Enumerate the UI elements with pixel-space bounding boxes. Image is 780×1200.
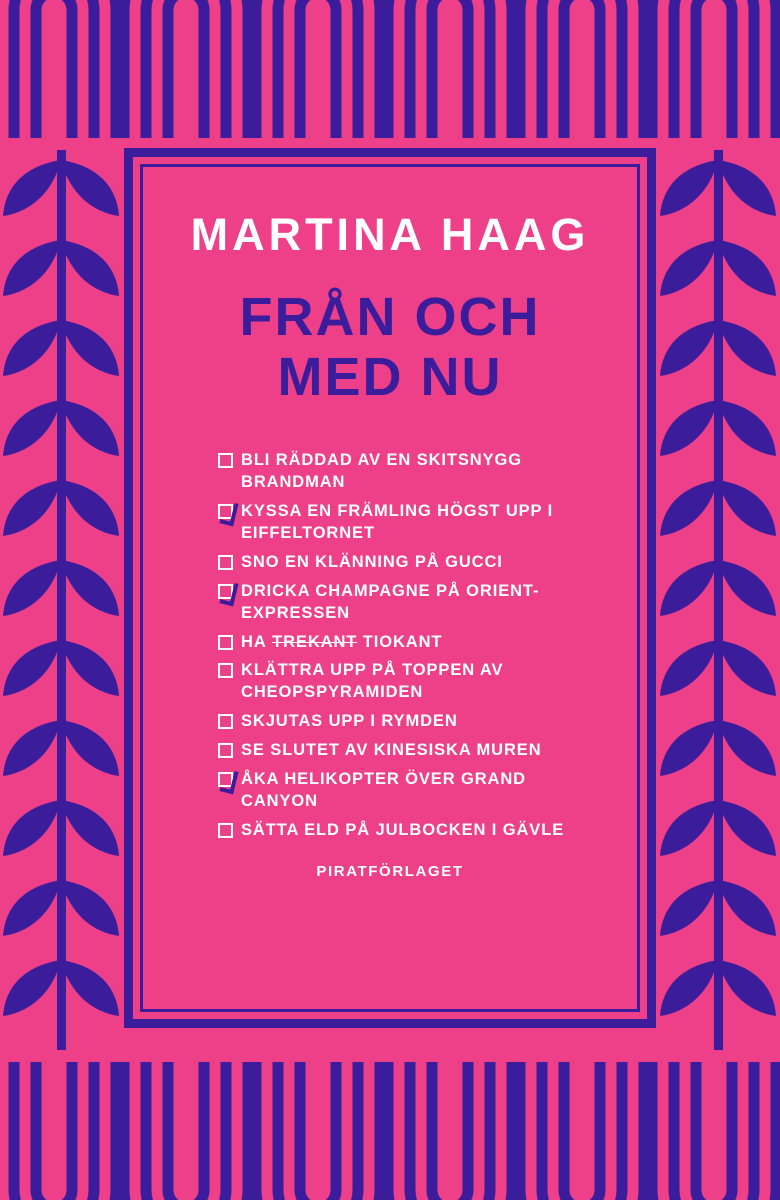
list-item-label: ÅKA HELIKOPTER ÖVER GRAND CANYON	[241, 770, 526, 811]
checkbox-unchecked-icon[interactable]	[218, 635, 233, 650]
list-item-struck-word: TREKANT	[272, 632, 358, 651]
list-item-prefix: HA	[241, 632, 273, 651]
list-item[interactable]	[218, 820, 608, 842]
list-item[interactable]	[218, 632, 608, 654]
list-item-label	[241, 632, 442, 654]
author-name: MARTINA HAAG	[190, 209, 590, 260]
list-item-label: KYSSA EN FRÄMLING HÖGST UPP I EIFFELTORNET	[241, 501, 554, 542]
list-item-label: SÄTTA ELD PÅ JULBOCKEN I GÄVLE	[241, 821, 565, 840]
list-item-label: SNO EN KLÄNNING PÅ GUCCI	[241, 552, 503, 571]
checkbox-checked-icon[interactable]	[218, 584, 233, 599]
checkbox-unchecked-icon[interactable]	[218, 663, 233, 678]
list-item-label: SE SLUTET AV KINESISKA MUREN	[241, 741, 542, 760]
checkbox-unchecked-icon[interactable]	[218, 555, 233, 570]
list-item-label: SKJUTAS UPP I RYMDEN	[241, 712, 458, 731]
publisher-name: PIRATFÖRLAGET	[316, 863, 464, 880]
checkbox-unchecked-icon[interactable]	[218, 823, 233, 838]
list-item[interactable]	[218, 711, 608, 733]
title-line-2: MED NU	[277, 347, 503, 408]
list-item-label: BLI RÄDDAD AV EN SKITSNYGG BRANDMAN	[241, 450, 522, 491]
list-item[interactable]	[218, 501, 608, 545]
list-item[interactable]	[218, 769, 608, 813]
checkbox-unchecked-icon[interactable]	[218, 453, 233, 468]
list-item[interactable]	[218, 740, 608, 762]
bucket-list	[166, 450, 614, 849]
checkbox-checked-icon[interactable]	[218, 772, 233, 787]
list-item[interactable]	[218, 450, 608, 494]
list-item[interactable]	[218, 660, 608, 704]
checkbox-unchecked-icon[interactable]	[218, 714, 233, 729]
list-item-label: KLÄTTRA UPP PÅ TOPPEN AV CHEOPSPYRAMIDEN	[241, 661, 504, 702]
checkbox-checked-icon[interactable]	[218, 504, 233, 519]
cover-content	[140, 164, 640, 1012]
checkbox-unchecked-icon[interactable]	[218, 743, 233, 758]
list-item-label: DRICKA CHAMPAGNE PÅ ORIENT-EXPRESSEN	[241, 581, 540, 622]
title-line-1: FRÅN OCH	[239, 287, 541, 347]
book-title	[166, 287, 614, 408]
list-item[interactable]	[218, 581, 608, 625]
list-item-suffix: TIOKANT	[357, 632, 443, 651]
list-item[interactable]	[218, 552, 608, 574]
